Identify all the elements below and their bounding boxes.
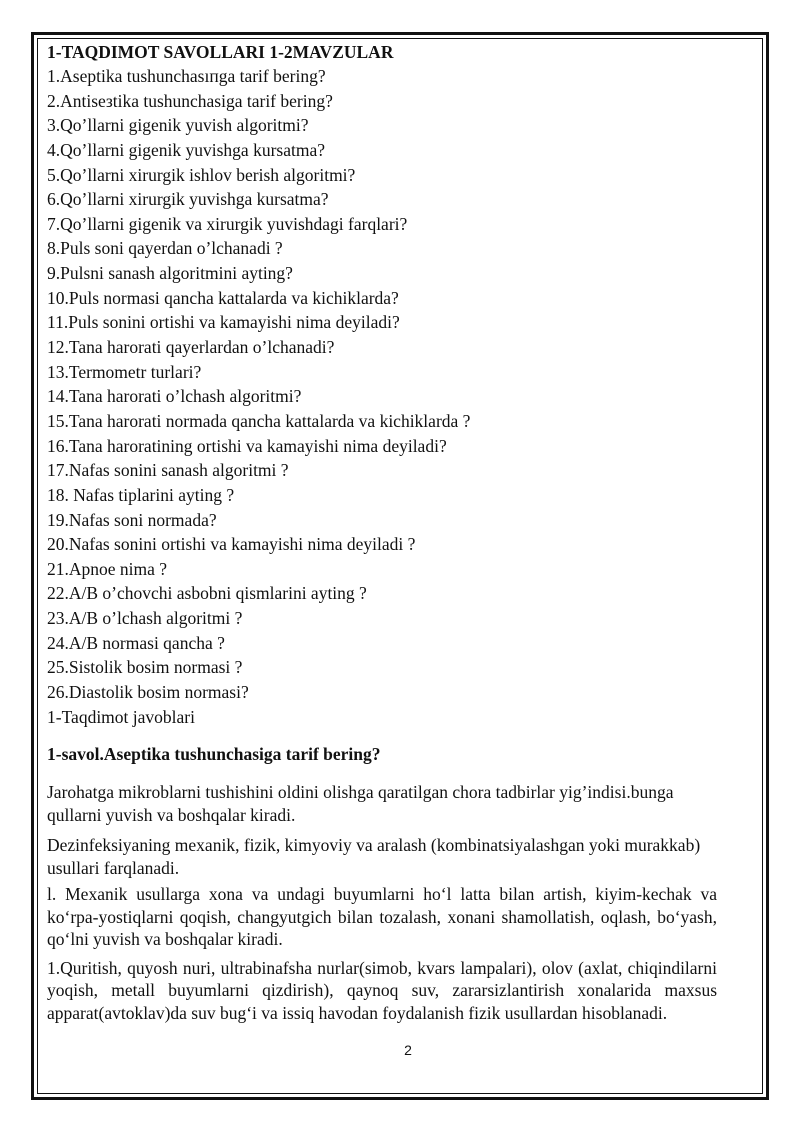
question-item: 1-Taqdimot javoblari [47,706,195,727]
question-item: 16.Tana haroratining ortishi va kamayishi nima deyiladi? [47,435,447,456]
question-item: 24.A/B normasi qancha ? [47,632,225,653]
question-item: 14.Tana harorati o’lchash algoritmi? [47,386,302,407]
question-item: 10.Puls normasi qancha kattalarda va kichiklarda? [47,287,399,308]
question-item: 23.A/B o’lchash algoritmi ? [47,608,243,629]
paragraph-physical-methods: 1.Quritish, quyosh nuri, ultrabinafsha nurlar(simob, kvars lampalari), olov (axlat, chiqindilarni yoqish, metall buyumlarni qizdirish), qaynoq suv, zararsizlantirish xonalarida maxsus apparat(avtoklav)da suv bug‘i va issiq havodan foydalanish fizik usullardan hisoblanadi. [47,957,717,1023]
question-item: 9.Pulsni sanash algoritmini ayting? [47,263,293,284]
question-item: 15.Tana harorati normada qancha kattalarda va kichiklarda ? [47,410,471,431]
document-title: 1-TAQDIMOT SAVOLLARI 1-2MAVZULAR [47,42,394,62]
question-item: 26.Diastolik bosim normasi? [47,682,249,703]
question-item: 18. Nafas tiplarini ayting ? [47,484,235,505]
paragraph-line: qullarni yuvish va boshqalar kiradi. [47,804,296,825]
paragraph-disinfection-methods [47,834,763,879]
page-number: 2 [404,1042,412,1058]
question-item: 25.Sistolik bosim normasi ? [47,657,243,678]
question-item: 17.Nafas sonini sanash algoritmi ? [47,460,289,481]
question-item: 19.Nafas soni normada? [47,509,217,530]
question-item: 5.Qo’llarni xirurgik ishlov berish algoritmi? [47,164,356,185]
paragraph-line: Jarohatga mikroblarni tushishini oldini olishga qaratilgan chora tadbirlar yig’indisi.bunga [47,782,674,803]
question-item: 20.Nafas sonini ortishi va kamayishi nima deyiladi ? [47,534,416,555]
paragraph-line: Dezinfeksiyaning mexanik, fizik, kimyoviy va aralash (kombinatsiyalashgan yoki murakkab) [47,835,701,856]
question-item: 11.Puls sonini ortishi va kamayishi nima deyiladi? [47,312,400,333]
question-item: 8.Puls soni qayerdan o’lchanadi ? [47,238,283,259]
question-item: 22.A/B o’chovchi asbobni qismlarini ayting ? [47,583,367,604]
question-item: 1.Aseptika tushunchasıпga tarif bering? [47,66,326,86]
question-list [47,64,763,729]
question-item: 2.Antiseзtika tushunchasiga tarif bering? [47,90,333,111]
question-item: 13.Termometr turlari? [47,361,202,382]
answer-heading: 1-savol.Aseptika tushunchasiga tarif bering? [47,744,381,765]
paragraph-definition [47,781,763,826]
question-item: 6.Qo’llarni xirurgik yuvishga kursatma? [47,189,329,210]
question-item: 3.Qo’llarni gigenik yuvish algoritmi? [47,115,309,136]
question-item: 12.Tana harorati qayerlardan o’lchanadi? [47,337,335,358]
question-item: 7.Qo’llarni gigenik va xirurgik yuvishdagi farqlari? [47,213,408,234]
paragraph-mechanical-methods: l. Mexanik usullarga xona va undagi buyumlarni ho‘l latta bilan artish, kiyim-kechak va ko‘rpa-yostiqlarni qoqish, changyutgich bilan tozalash, xonani shamollatish, oqlash, bo‘yash, qo‘lni yuvish va boshqalar kiradi. [47,884,717,950]
question-item: 4.Qo’llarni gigenik yuvishga kursatma? [47,139,325,160]
paragraph-line: usullari farqlanadi. [47,857,180,878]
question-item: 21.Apnoe nima ? [47,558,168,579]
document-content [47,40,763,1090]
